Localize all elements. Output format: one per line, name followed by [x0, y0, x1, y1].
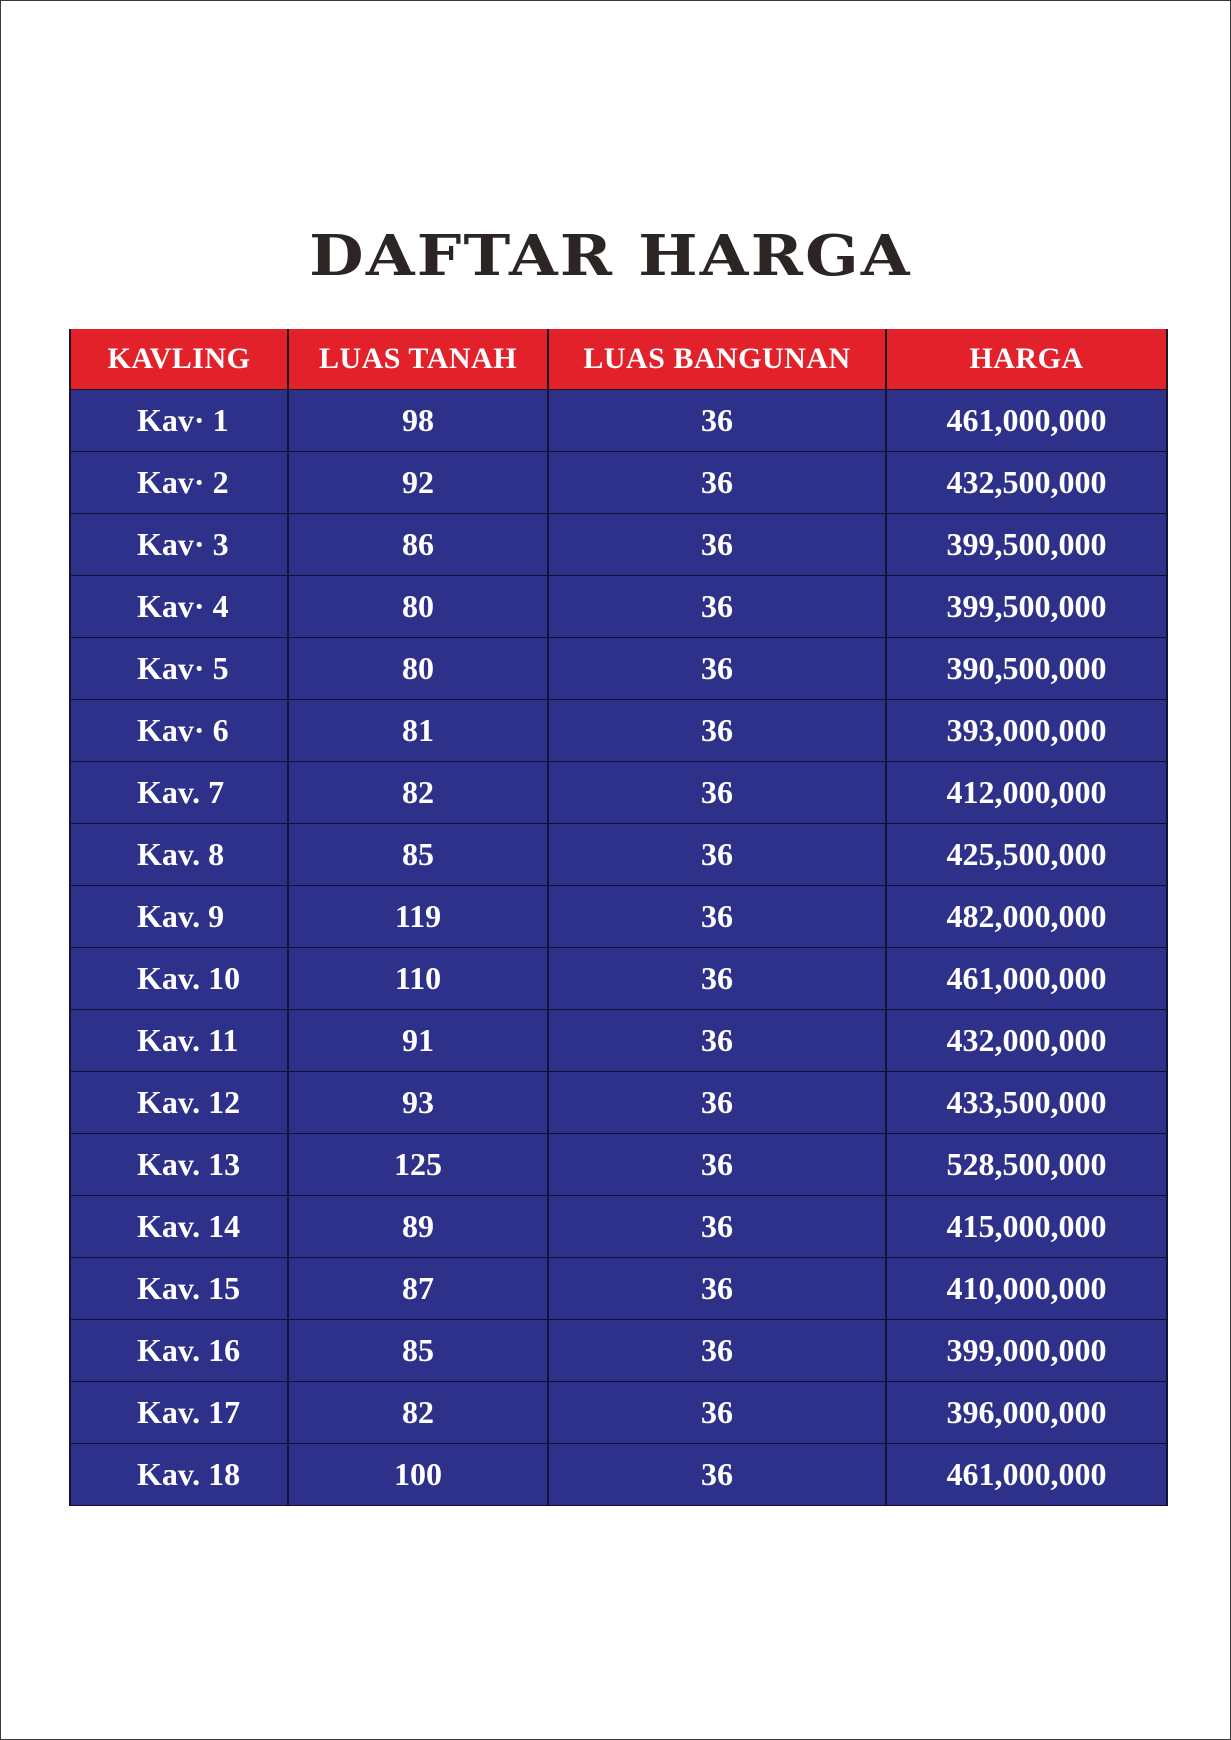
cell-luas-bangunan: 36	[548, 762, 886, 824]
table-row	[70, 1444, 1167, 1506]
cell-harga: 399,500,000	[886, 514, 1167, 576]
price-table	[69, 329, 1168, 1506]
cell-kavling: Kav. 18	[70, 1444, 288, 1506]
table-row	[70, 576, 1167, 638]
table-header-row	[70, 329, 1167, 390]
cell-luas-tanah: 80	[288, 638, 548, 700]
cell-luas-bangunan: 36	[548, 452, 886, 514]
cell-kavling: Kav. 11	[70, 1010, 288, 1072]
cell-kavling: Kav. 17	[70, 1382, 288, 1444]
cell-harga: 482,000,000	[886, 886, 1167, 948]
cell-luas-tanah: 81	[288, 700, 548, 762]
cell-harga: 415,000,000	[886, 1196, 1167, 1258]
cell-luas-bangunan: 36	[548, 638, 886, 700]
cell-luas-bangunan: 36	[548, 576, 886, 638]
cell-kavling: Kav. 16	[70, 1320, 288, 1382]
cell-kavling: Kav· 6	[70, 700, 288, 762]
cell-harga: 399,000,000	[886, 1320, 1167, 1382]
table-row	[70, 824, 1167, 886]
cell-luas-tanah: 125	[288, 1134, 548, 1196]
cell-kavling: Kav. 15	[70, 1258, 288, 1320]
cell-luas-tanah: 119	[288, 886, 548, 948]
cell-luas-tanah: 80	[288, 576, 548, 638]
cell-luas-tanah: 87	[288, 1258, 548, 1320]
cell-kavling: Kav. 12	[70, 1072, 288, 1134]
cell-harga: 433,500,000	[886, 1072, 1167, 1134]
cell-luas-bangunan: 36	[548, 390, 886, 452]
table-row	[70, 1258, 1167, 1320]
table-row	[70, 638, 1167, 700]
cell-harga: 393,000,000	[886, 700, 1167, 762]
table-row	[70, 1382, 1167, 1444]
cell-kavling: Kav. 9	[70, 886, 288, 948]
table-row	[70, 1134, 1167, 1196]
cell-harga: 396,000,000	[886, 1382, 1167, 1444]
cell-luas-bangunan: 36	[548, 1320, 886, 1382]
table-body	[70, 390, 1167, 1506]
table-row	[70, 1010, 1167, 1072]
cell-harga: 432,000,000	[886, 1010, 1167, 1072]
cell-harga: 412,000,000	[886, 762, 1167, 824]
cell-luas-bangunan: 36	[548, 700, 886, 762]
cell-luas-tanah: 98	[288, 390, 548, 452]
cell-luas-tanah: 91	[288, 1010, 548, 1072]
table-row	[70, 1320, 1167, 1382]
header-luas-bangunan: LUAS BANGUNAN	[548, 329, 886, 390]
cell-harga: 432,500,000	[886, 452, 1167, 514]
cell-luas-tanah: 85	[288, 1320, 548, 1382]
cell-luas-tanah: 93	[288, 1072, 548, 1134]
cell-luas-bangunan: 36	[548, 514, 886, 576]
cell-luas-bangunan: 36	[548, 1134, 886, 1196]
cell-kavling: Kav· 3	[70, 514, 288, 576]
table-row	[70, 1072, 1167, 1134]
cell-luas-bangunan: 36	[548, 1072, 886, 1134]
table-row	[70, 700, 1167, 762]
header-luas-tanah: LUAS TANAH	[288, 329, 548, 390]
cell-kavling: Kav. 10	[70, 948, 288, 1010]
cell-luas-bangunan: 36	[548, 886, 886, 948]
cell-kavling: Kav· 2	[70, 452, 288, 514]
cell-harga: 461,000,000	[886, 1444, 1167, 1506]
cell-harga: 461,000,000	[886, 390, 1167, 452]
cell-kavling: Kav. 13	[70, 1134, 288, 1196]
cell-harga: 410,000,000	[886, 1258, 1167, 1320]
cell-luas-tanah: 85	[288, 824, 548, 886]
table-row	[70, 948, 1167, 1010]
cell-harga: 461,000,000	[886, 948, 1167, 1010]
cell-harga: 399,500,000	[886, 576, 1167, 638]
cell-luas-bangunan: 36	[548, 1444, 886, 1506]
table-row	[70, 514, 1167, 576]
cell-luas-tanah: 82	[288, 1382, 548, 1444]
cell-luas-bangunan: 36	[548, 1258, 886, 1320]
cell-luas-bangunan: 36	[548, 1196, 886, 1258]
table-row	[70, 452, 1167, 514]
cell-harga: 390,500,000	[886, 638, 1167, 700]
header-kavling: KAVLING	[70, 329, 288, 390]
cell-luas-tanah: 86	[288, 514, 548, 576]
table-row	[70, 762, 1167, 824]
cell-kavling: Kav· 5	[70, 638, 288, 700]
table-row	[70, 1196, 1167, 1258]
cell-luas-tanah: 89	[288, 1196, 548, 1258]
cell-kavling: Kav· 1	[70, 390, 288, 452]
cell-kavling: Kav. 14	[70, 1196, 288, 1258]
cell-luas-bangunan: 36	[548, 1382, 886, 1444]
cell-luas-tanah: 110	[288, 948, 548, 1010]
cell-harga: 425,500,000	[886, 824, 1167, 886]
table-row	[70, 390, 1167, 452]
cell-luas-bangunan: 36	[548, 824, 886, 886]
cell-kavling: Kav. 7	[70, 762, 288, 824]
cell-luas-tanah: 92	[288, 452, 548, 514]
cell-kavling: Kav· 4	[70, 576, 288, 638]
cell-harga: 528,500,000	[886, 1134, 1167, 1196]
table-row	[70, 886, 1167, 948]
cell-kavling: Kav. 8	[70, 824, 288, 886]
header-harga: HARGA	[886, 329, 1167, 390]
cell-luas-tanah: 82	[288, 762, 548, 824]
cell-luas-tanah: 100	[288, 1444, 548, 1506]
cell-luas-bangunan: 36	[548, 948, 886, 1010]
page-title: DAFTAR HARGA	[309, 223, 912, 289]
cell-luas-bangunan: 36	[548, 1010, 886, 1072]
